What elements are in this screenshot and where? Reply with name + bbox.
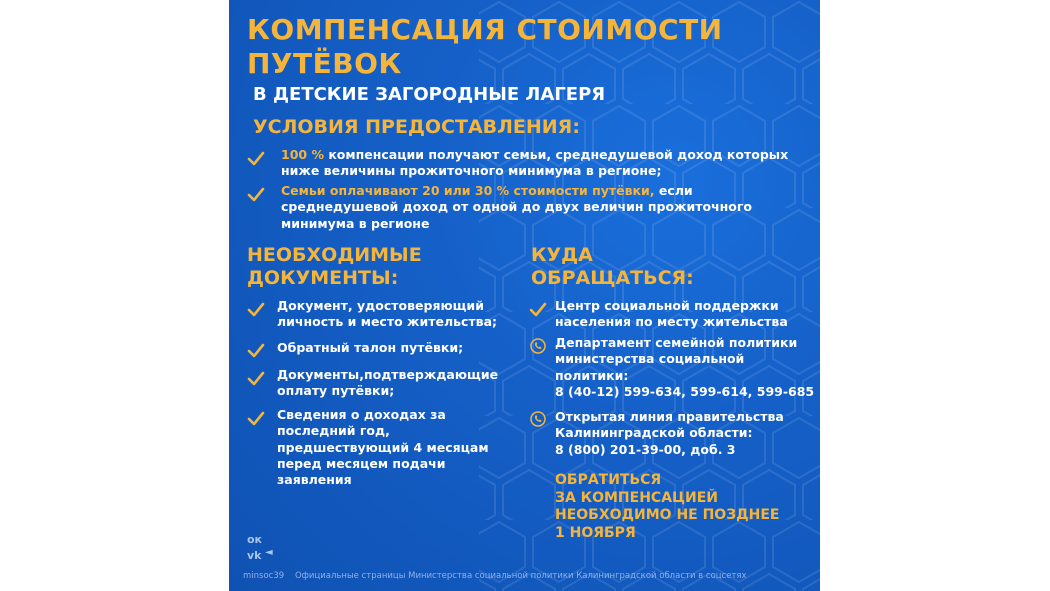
telegram-icon[interactable]: ◄ <box>265 547 273 558</box>
document-4-line-3: предшествующий 4 месяцам <box>277 439 489 455</box>
contact-3-line-2: Калининградской области: <box>555 425 753 441</box>
ok-icon[interactable]: ок <box>247 533 263 546</box>
document-3-line-2: оплату путёвки; <box>277 383 395 399</box>
document-4-line-2: последний год, <box>277 423 390 439</box>
contacts-heading-1: КУДА <box>531 244 593 266</box>
footer-handle: minsoc39 <box>243 571 285 581</box>
document-4-line-1: Сведения о доходах за <box>277 407 446 422</box>
deadline-line-3: НЕОБХОДИМО НЕ ПОЗДНЕЕ <box>555 507 780 523</box>
contact-item-1 <box>555 298 788 331</box>
condition-1-text-b: ниже величины прожиточного минимума в регионе; <box>281 163 662 179</box>
contact-3-phone: 8 (800) 201-39-00, доб. 3 <box>555 441 736 457</box>
contact-2-line-2: министерства социальной <box>555 351 745 367</box>
contacts-heading-2: ОБРАЩАТЬСЯ: <box>531 267 694 289</box>
checkmark-icon <box>247 410 265 428</box>
checkmark-icon <box>247 370 265 388</box>
condition-2-text-b: среднедушевой доход от одной до двух величин прожиточного <box>281 199 752 215</box>
checkmark-icon <box>247 186 265 204</box>
deadline-notice <box>555 472 779 542</box>
subtitle: В ДЕТСКИЕ ЗАГОРОДНЫЕ ЛАГЕРЯ <box>253 84 606 105</box>
phone-icon <box>530 411 546 427</box>
checkmark-icon <box>247 342 265 360</box>
deadline-line-1: ОБРАТИТЬСЯ <box>555 472 662 488</box>
title-line-2: ПУТЁВОК <box>247 47 402 80</box>
checkmark-icon <box>529 301 547 319</box>
contact-2-line-1: Департамент семейной политики <box>555 335 798 350</box>
footer-text: Официальные страницы Министерства социальной политики Калининградской области в соцсетях <box>294 571 747 581</box>
contact-1-line-1: Центр социальной поддержки <box>555 298 779 313</box>
condition-1-highlight: 100 % <box>281 147 324 162</box>
document-item-1 <box>277 298 497 331</box>
document-4-line-4: перед месяцем подачи <box>277 455 446 471</box>
vk-icon[interactable]: vk <box>247 549 262 562</box>
document-item-4 <box>277 407 489 488</box>
checkmark-icon <box>247 301 265 319</box>
contact-1-line-2: населения по месту жительства <box>555 314 788 330</box>
document-4-line-5: заявления <box>277 472 352 487</box>
documents-heading-2: ДОКУМЕНТЫ: <box>247 267 399 289</box>
title-line-1: КОМПЕНСАЦИЯ СТОИМОСТИ <box>247 13 723 46</box>
document-2-line-1: Обратный талон путёвки; <box>277 340 464 355</box>
deadline-line-2: ЗА КОМПЕНСАЦИЕЙ <box>555 489 719 506</box>
document-item-2 <box>277 340 463 356</box>
document-1-line-2: личность и место жительства; <box>277 314 498 330</box>
documents-heading-1: НЕОБХОДИМЫЕ <box>247 244 422 266</box>
phone-icon <box>530 338 546 354</box>
condition-item-1 <box>281 147 788 180</box>
document-item-3 <box>277 367 498 400</box>
contact-item-2 <box>555 335 814 400</box>
document-1-line-1: Документ, удостоверяющий <box>277 298 484 313</box>
deadline-line-4: 1 НОЯБРЯ <box>555 524 636 541</box>
document-3-line-1: Документы,подтверждающие <box>277 367 499 382</box>
footer <box>243 571 747 581</box>
checkmark-icon <box>247 150 265 168</box>
condition-1-text-a: компенсации получают семьи, среднедушевой доход которых <box>328 147 789 162</box>
condition-2-text-c: минимума в регионе <box>281 215 430 231</box>
conditions-heading: УСЛОВИЯ ПРЕДОСТАВЛЕНИЯ: <box>253 116 580 138</box>
contact-3-line-1: Открытая линия правительства <box>555 409 784 424</box>
condition-item-2 <box>281 183 752 232</box>
contact-2-line-3: политики: <box>555 367 629 383</box>
contact-item-3 <box>555 409 784 458</box>
condition-2-highlight: Семьи оплачивают 20 или 30 % стоимости путёвки, <box>281 183 655 198</box>
contact-2-phones: 8 (40-12) 599-634, 599-614, 599-685 <box>555 383 815 399</box>
condition-2-text-a: если <box>658 183 693 198</box>
info-card <box>229 0 820 591</box>
